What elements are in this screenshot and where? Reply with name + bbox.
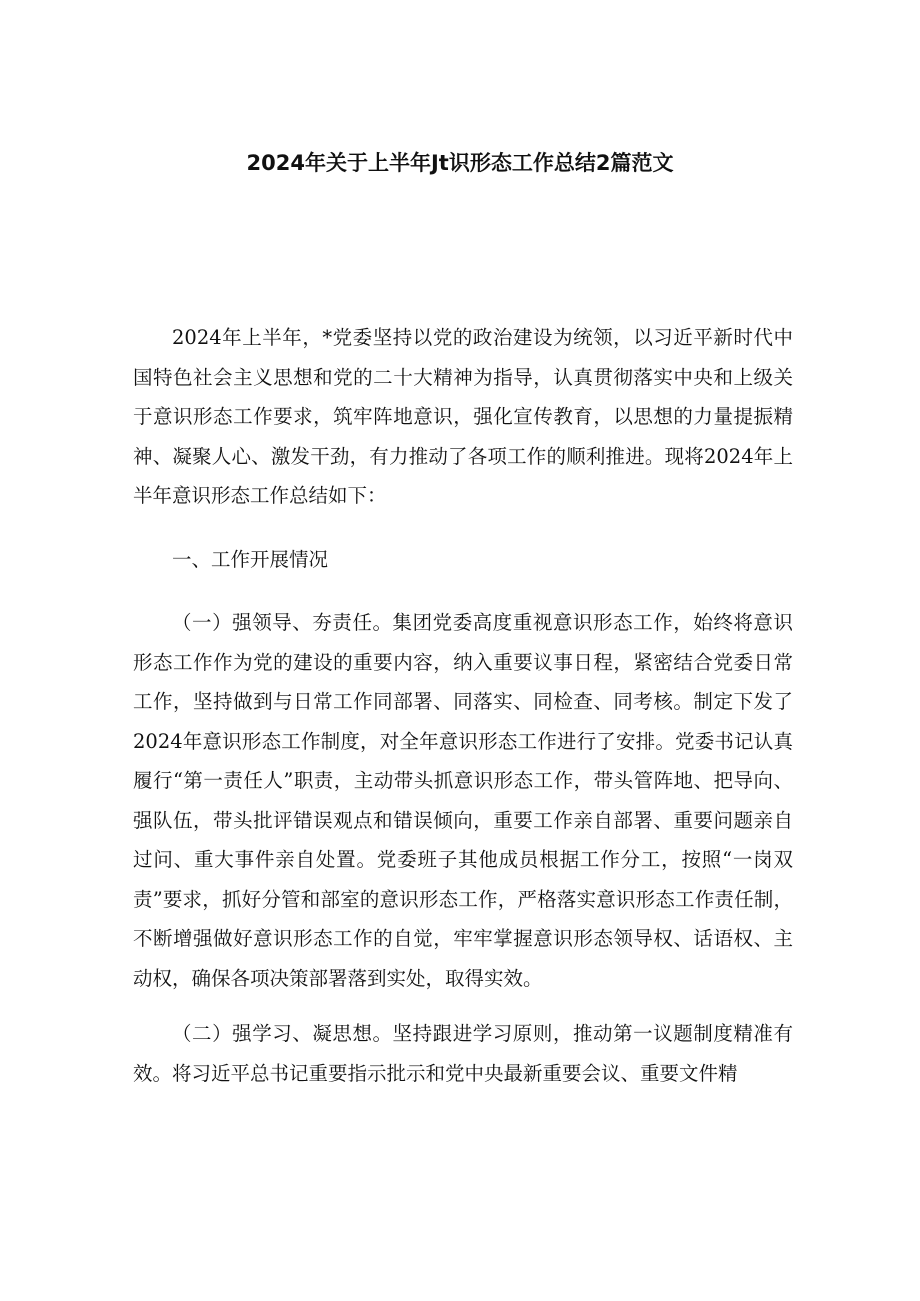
section-heading-tail: 展情况 <box>269 547 329 571</box>
paragraph-study: （二）强学习、凝思想。坚持跟进学习原则，推动第一议题制度精准有效。将习近平总书记重要指示批示和党中央最新重要会议、重要文件精 <box>133 1022 793 1085</box>
document-title: 2024年关于上半年Jt识形态工作总结2篇范文 <box>246 151 674 175</box>
paragraph-leadership: （一）强领导、夯责任。集团党委高度重视意识形态工作，始终将意识形态工作作为党的建设的重要内容，纳入重要议事日程，紧密结合党委日常工作，坚持做到与日常工作同部署、同落实、同检查、同考核。制定下发了2024年意识形态工作制度，对全年意识形态工作进行了安排。党委书记认真履行“第一责任人”职责，主动带头抓意识形态工作，带头管阵地、把导向、强队伍，带头批评错误观点和错误倾向，重要工作亲自部署、重要问题亲自过问、重大事件亲自处置。党委班子其他成员根据工作分工，按照“一岗双责”要求，抓好分管和部室的意识形态工作，严格落实意识形态工作责任制，不断增强做好意识形态工作的自觉，牢牢掌握意识形态领导权、话语权、主动权，确保各项决策部署落到实处，取得实效。 <box>133 611 793 990</box>
document-body <box>133 318 793 1093</box>
intro-paragraph: 2024年上半年，*党委坚持以党的政治建设为统领，以习近平新时代中国特色社会主义思想和党的二十大精神为指导，认真贯彻落实中央和上级关于意识形态工作要求，筑牢阵地意识，强化宣传教育，以思想的力量提振精神、凝聚人心、激发干劲，有力推动了各项工作的顺利推进。现将2024年上半年意识形态工作总结如下： <box>133 326 793 507</box>
paragraph-gap <box>133 998 793 1014</box>
section-heading-head: 一、工作开 <box>172 547 270 571</box>
section-heading <box>133 540 793 580</box>
